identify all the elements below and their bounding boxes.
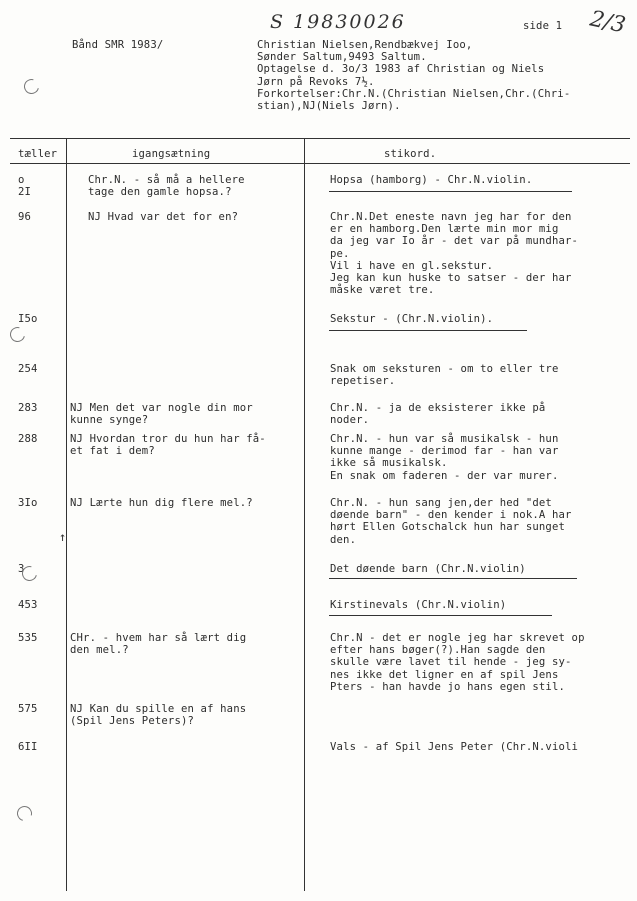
recording-info [257,39,570,112]
prompt-cell: CHr. - hvem har så lært dig [70,632,247,644]
prompt-cell: NJ Kan du spille en af hans [70,703,247,715]
keyword-line: pe. [330,247,350,260]
keyword-line: den. [330,533,357,546]
punch-hole [14,803,34,823]
page-number: side 1 [523,20,563,32]
header-rule [10,163,630,164]
keyword-line: er en hamborg.Den lærte min mor mig [330,223,559,236]
keyword-cell: Sekstur - (Chr.N.violin). [330,313,494,325]
prompt-cell: den mel.? [70,644,129,656]
counter-cell: 6II [18,741,38,753]
prompt-cell: NJ Men det var nogle din mor [70,402,253,414]
recording-info-line: Optagelse d. 3o/3 1983 af Christian og Niels [257,63,545,76]
prompt-cell: kunne synge? [70,414,149,426]
keyword-line: Chr.N. - hun var så musikalsk - hun [330,433,559,445]
keyword-cell [330,211,578,296]
prompt-cell: et fat i dem? [70,445,155,457]
column-divider-1 [66,139,67,891]
counter-cell: 283 [18,402,38,414]
keyword-line: da jeg var Io år - det var på mundhar- [330,235,579,248]
table-top-rule [10,138,630,139]
keyword-cell: repetiser. [330,375,396,387]
keyword-line: måske været tre. [330,284,435,297]
tape-id: Bånd SMR 1983/ [72,39,164,51]
prompt-cell: (Spil Jens Peters)? [70,715,195,727]
counter-cell: o [18,174,25,186]
counter-cell: 453 [18,599,38,611]
counter-cell: 535 [18,632,38,644]
keyword-line: kunne mange - derimod far - han var [330,445,559,458]
column-header-prompt: igangsætning [132,148,211,160]
keyword-line: Chr.N - det er nogle jeg har skrevet op [330,632,585,644]
counter-cell: 288 [18,433,38,445]
recording-info-line: Jørn på Revoks 7½. [257,75,375,88]
keyword-line: Vil i have en gl.sekstur. [330,259,494,272]
keyword-underline [329,191,572,192]
recording-info-line: stian),NJ(Niels Jørn). [257,100,401,113]
keyword-cell [330,632,585,693]
keyword-cell: Hopsa (hamborg) - Chr.N.violin. [330,174,533,186]
counter-cell: 2I [18,186,32,198]
keyword-line: En snak om faderen - der var murer. [330,469,559,482]
prompt-cell: NJ Hvad var det for en? [88,211,239,223]
keyword-cell: Det døende barn (Chr.N.violin) [330,563,526,575]
keyword-cell: Snak om seksturen - om to eller tre [330,363,559,375]
keyword-line: efter hans bøger(?).Han sagde den [330,644,546,657]
counter-cell: I5o [18,313,38,325]
keyword-line: Pters - han havde jo hans egen stil. [330,680,566,693]
margin-arrow-mark: ↑ [59,530,67,544]
counter-cell: 254 [18,363,38,375]
keyword-line: Jeg kan kun huske to satser - der har [330,272,572,285]
counter-cell: 96 [18,211,32,223]
keyword-line: Chr.N. - hun sang jen,der hed "det [330,497,552,509]
keyword-underline [329,615,552,616]
prompt-cell: Chr.N. - så må a hellere [88,174,245,186]
keyword-line: skulle være lavet til hende - jeg sy- [330,656,572,669]
prompt-cell: tage den gamle hopsa.? [88,186,232,198]
counter-cell: 3Io [18,497,38,509]
column-header-counter: tæller [18,148,58,160]
punch-hole [7,324,27,344]
keyword-line: døende barn" - den kender i nok.A har [330,509,572,522]
counter-cell: 575 [18,703,38,715]
handwritten-archive-number: S 19830026 [270,11,406,33]
keyword-cell: noder. [330,414,370,426]
counter-cell: 3 [18,563,25,575]
keyword-line: ikke så musikalsk. [330,457,448,470]
handwritten-fraction: 2/3 [587,6,628,39]
recording-info-line: Christian Nielsen,Rendbækvej Ioo, [257,39,473,51]
column-divider-2 [304,139,305,891]
column-header-keyword: stikord. [384,148,437,160]
keyword-line: nes ikke det ligner en af spil Jens [330,668,559,681]
recording-info-line: Sønder Saltum,9493 Saltum. [257,51,427,64]
prompt-cell: NJ Hvordan tror du hun har få- [70,433,266,445]
keyword-underline [329,330,527,331]
keyword-cell: Chr.N. - ja de eksisterer ikke på [330,402,546,414]
keyword-underline [329,578,577,579]
recording-info-line: Forkortelser:Chr.N.(Christian Nielsen,Chr.(Chri- [257,87,571,100]
punch-hole [21,76,41,96]
prompt-cell: NJ Lærte hun dig flere mel.? [70,497,253,509]
keyword-cell: Vals - af Spil Jens Peter (Chr.N.violi [330,741,579,753]
keyword-cell [330,433,558,482]
keyword-cell [330,497,572,546]
keyword-line: Chr.N.Det eneste navn jeg har for den [330,211,572,223]
keyword-line: hørt Ellen Gotschalck hun har sunget [330,521,566,534]
keyword-cell: Kirstinevals (Chr.N.violin) [330,599,507,611]
